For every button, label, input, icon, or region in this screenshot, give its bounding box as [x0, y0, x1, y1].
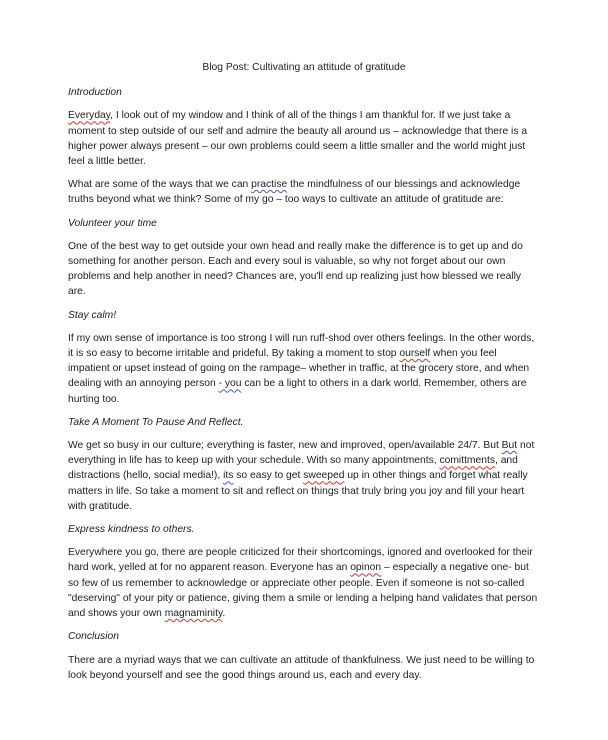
section-heading-conclusion: Conclusion	[68, 631, 119, 643]
paragraph-text: , and distractions (hello, social media!),	[68, 455, 518, 482]
paragraph-stay-calm	[68, 331, 540, 407]
section-heading-pause-reflect: Take A Moment To Pause And Reflect.	[68, 416, 244, 428]
paragraph-text: the mindfulness of our blessings and acknowledge truths beyond what we think? Some of my go – too ways to cultivate an attitude of gratitude are:	[68, 179, 521, 206]
paragraph-introduction-1	[68, 108, 540, 169]
section-heading-stay-calm: Stay calm!	[68, 309, 117, 321]
paragraph-volunteer: One of the best way to get outside your own head and really make the difference is to get up and do something for another person. Each and every soul is valuable, so why not forget about our own problems and help another in need? Chances are, you'll end up realizing just how blessed we really are.	[68, 240, 523, 298]
flagged-word[interactable]: But	[501, 440, 518, 452]
paragraph-conclusion: There are a myriad ways that we can cultivate an attitude of thankfulness. We just need to be willing to look beyond yourself and see the good things around us, each and every day.	[68, 654, 535, 681]
paragraph-text: not everything in life has to keep up with your schedule. With so many appointments,	[68, 440, 535, 467]
misspelled-word[interactable]: sweeped	[303, 470, 345, 482]
section-heading-introduction: Introduction	[68, 87, 122, 99]
section-heading-volunteer: Volunteer your time	[68, 217, 157, 229]
paragraph-text: What are some of the ways that we can	[68, 179, 252, 191]
paragraph-text: .	[222, 608, 226, 620]
flagged-word[interactable]: practise	[251, 179, 288, 191]
flagged-word[interactable]: - you	[218, 378, 242, 390]
paragraph-text: If my own sense of importance is too strong I will run ruff-shod over others feelings. In the other words, it is so easy to become irritable and prideful. By taking a moment to stop	[68, 332, 535, 360]
misspelled-word[interactable]: comittments	[439, 455, 495, 467]
paragraph-text: so easy to get	[233, 470, 304, 482]
misspelled-word[interactable]: opinon	[350, 562, 382, 574]
misspelled-word[interactable]: Everyday	[68, 110, 111, 122]
paragraph-text: , I look out of my window and I think of all of the things I am thankful for. If we just take a moment to step outside of our self and admire the beauty all around us – acknowledge that there is a higher power always present – our own problems could seem a little smaller and the world might just feel a little better.	[68, 110, 528, 168]
flagged-word[interactable]: its	[223, 470, 234, 482]
paragraph-text: can be a light to others in a dark world. Remember, others are hurting too.	[68, 378, 527, 405]
paragraph-text: up in other things and forget what really matters in life. So take a moment to sit and reflect on things that truly bring you joy and fill your heart with gratitude.	[68, 470, 528, 512]
paragraph-text: Everywhere you go, there are people criticized for their shortcomings, ignored and overlooked for their hard work, yelled at for no apparent reason. Everyone has an	[68, 547, 533, 574]
paragraph-kindness	[68, 545, 540, 621]
paragraph-introduction-2	[68, 177, 540, 207]
section-heading-kindness: Express kindness to others.	[68, 524, 195, 536]
document-title: Blog Post: Cultivating an attitude of gratitude	[202, 62, 406, 73]
misspelled-word[interactable]: ourself	[399, 348, 431, 360]
paragraph-text: We get so busy in our culture; everything is faster, new and improved, open/available 24/7. But	[68, 440, 502, 452]
paragraph-pause-reflect	[68, 438, 540, 514]
misspelled-word[interactable]: magnaminity	[164, 608, 223, 620]
paragraph-text: – especially a negative one- but so few of us remember to acknowledge or appreciate other people. Even if someone is not so-called "deserving" of your pity or patience, giving them a smile or lending a helping hand validates that person and shows your own	[68, 562, 538, 620]
paragraph-text: when you feel impatient or upset instead of going on the rampage– whether in traffic, at the grocery store, and when dealing with an annoying person	[68, 348, 530, 390]
